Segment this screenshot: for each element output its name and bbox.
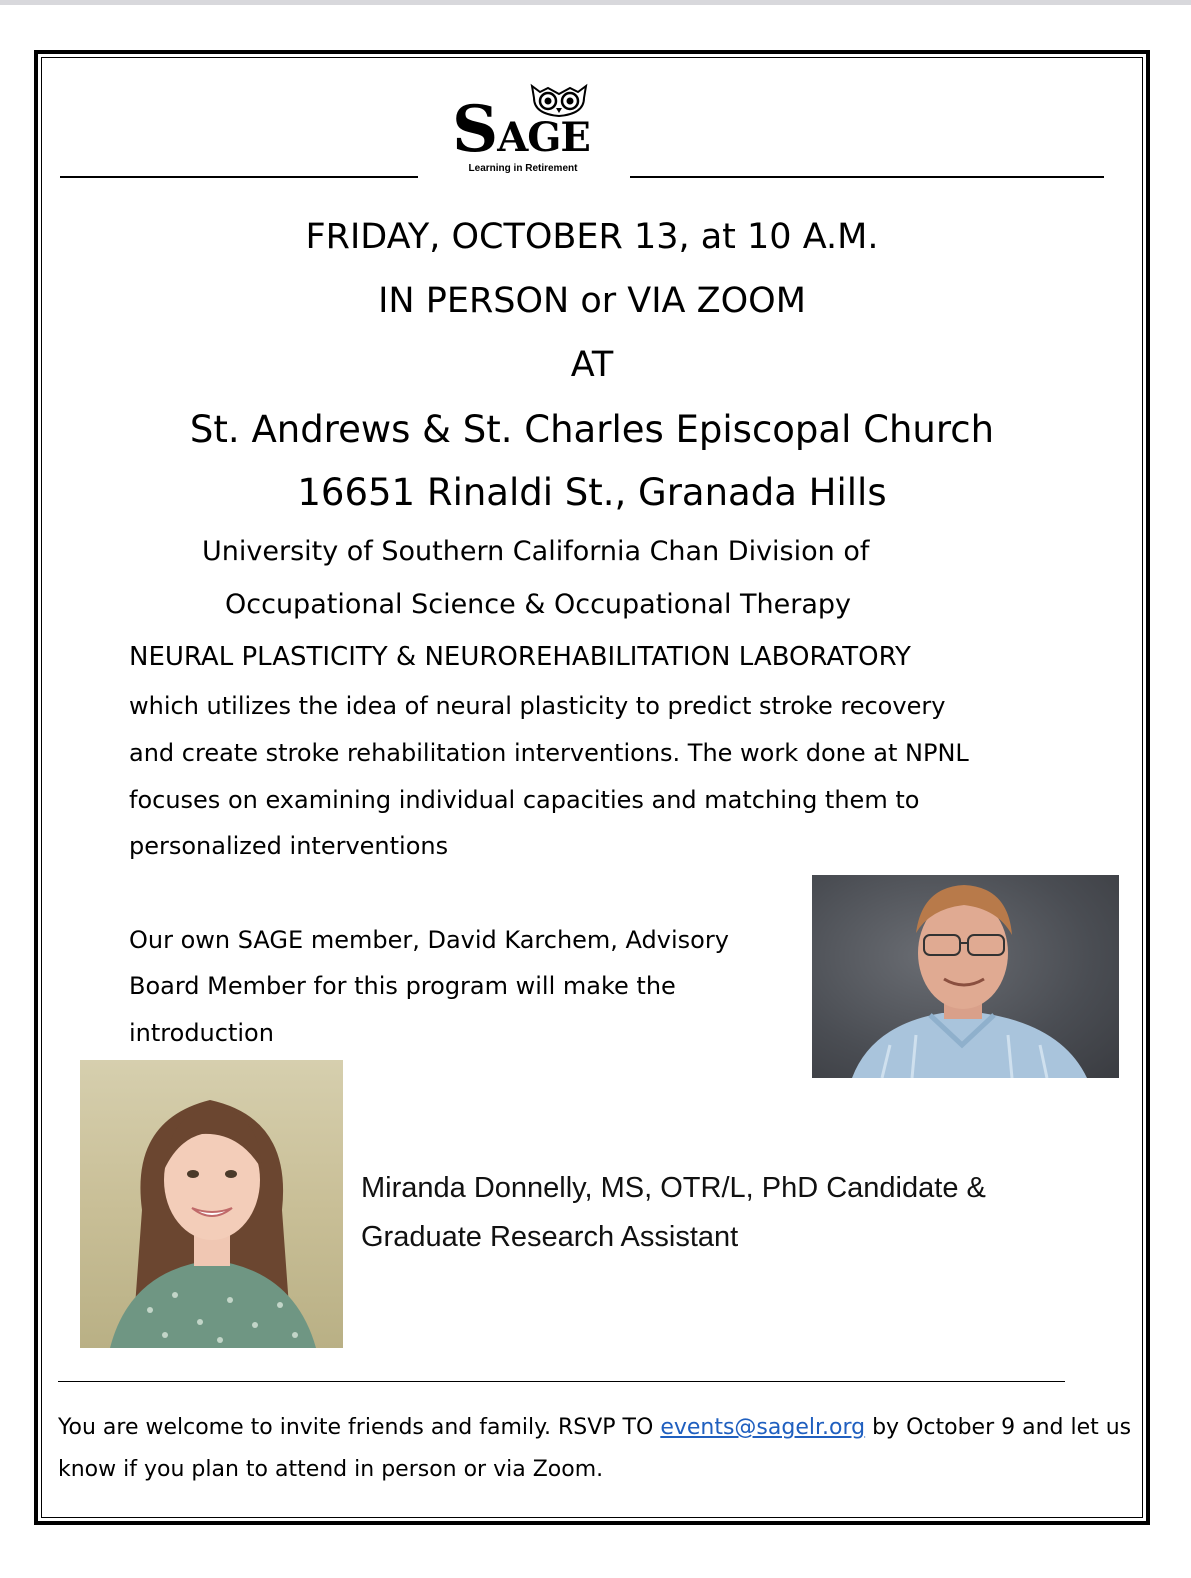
logo-wordmark-rest: AGE <box>497 114 590 161</box>
portrait-man-illustration <box>812 875 1119 1078</box>
event-address: 16651 Rinaldi St., Granada Hills <box>297 471 887 514</box>
rsvp-text-before: You are welcome to invite friends and family. RSVP TO <box>58 1415 661 1440</box>
logo-wordmark-initial: S <box>452 92 498 167</box>
portrait-woman-illustration <box>80 1060 343 1348</box>
description-line: focuses on examining individual capacities and matching them to <box>129 786 920 814</box>
event-datetime: FRIDAY, OCTOBER 13, at 10 A.M. <box>305 217 879 257</box>
advisory-member-photo <box>812 875 1119 1078</box>
event-venue: St. Andrews & St. Charles Episcopal Church <box>189 408 995 451</box>
organization-line-2: Occupational Science & Occupational Therapy <box>225 589 852 620</box>
rsvp-text-after: by October 9 and let us know if you plan to attend in person or via Zoom. <box>58 1415 1132 1482</box>
description-line: which utilizes the idea of neural plasticity to predict stroke recovery <box>129 692 946 720</box>
speaker-title: Graduate Research Assistant <box>361 1221 739 1253</box>
header-rule-right <box>630 176 1104 178</box>
event-format: IN PERSON or VIA ZOOM <box>378 281 806 321</box>
introduction-line: Board Member for this program will make the <box>129 972 676 1000</box>
introduction-line: introduction <box>129 1019 274 1047</box>
description-line: personalized interventions <box>129 832 449 860</box>
speaker-photo <box>80 1060 343 1348</box>
header-rule-left <box>60 176 418 178</box>
description-line: and create stroke rehabilitation interventions. The work done at NPNL <box>129 739 969 767</box>
speaker-name: Miranda Donnelly, MS, OTR/L, PhD Candidate & <box>361 1172 986 1204</box>
viewer-top-bar <box>0 0 1191 5</box>
logo-tagline: Learning in Retirement <box>468 163 578 174</box>
organization-line-1: University of Southern California Chan Division of <box>202 536 870 567</box>
event-at: AT <box>570 345 614 385</box>
lab-name: NEURAL PLASTICITY & NEUROREHABILITATION LABORATORY <box>129 642 911 672</box>
logo-wordmark <box>452 92 590 167</box>
sage-logo <box>446 78 606 178</box>
footer-rule <box>58 1381 1065 1382</box>
introduction-line: Our own SAGE member, David Karchem, Advisory <box>129 926 729 954</box>
rsvp-email-link[interactable]: events@sagelr.org <box>660 1415 866 1440</box>
rsvp-note <box>58 1407 1138 1491</box>
